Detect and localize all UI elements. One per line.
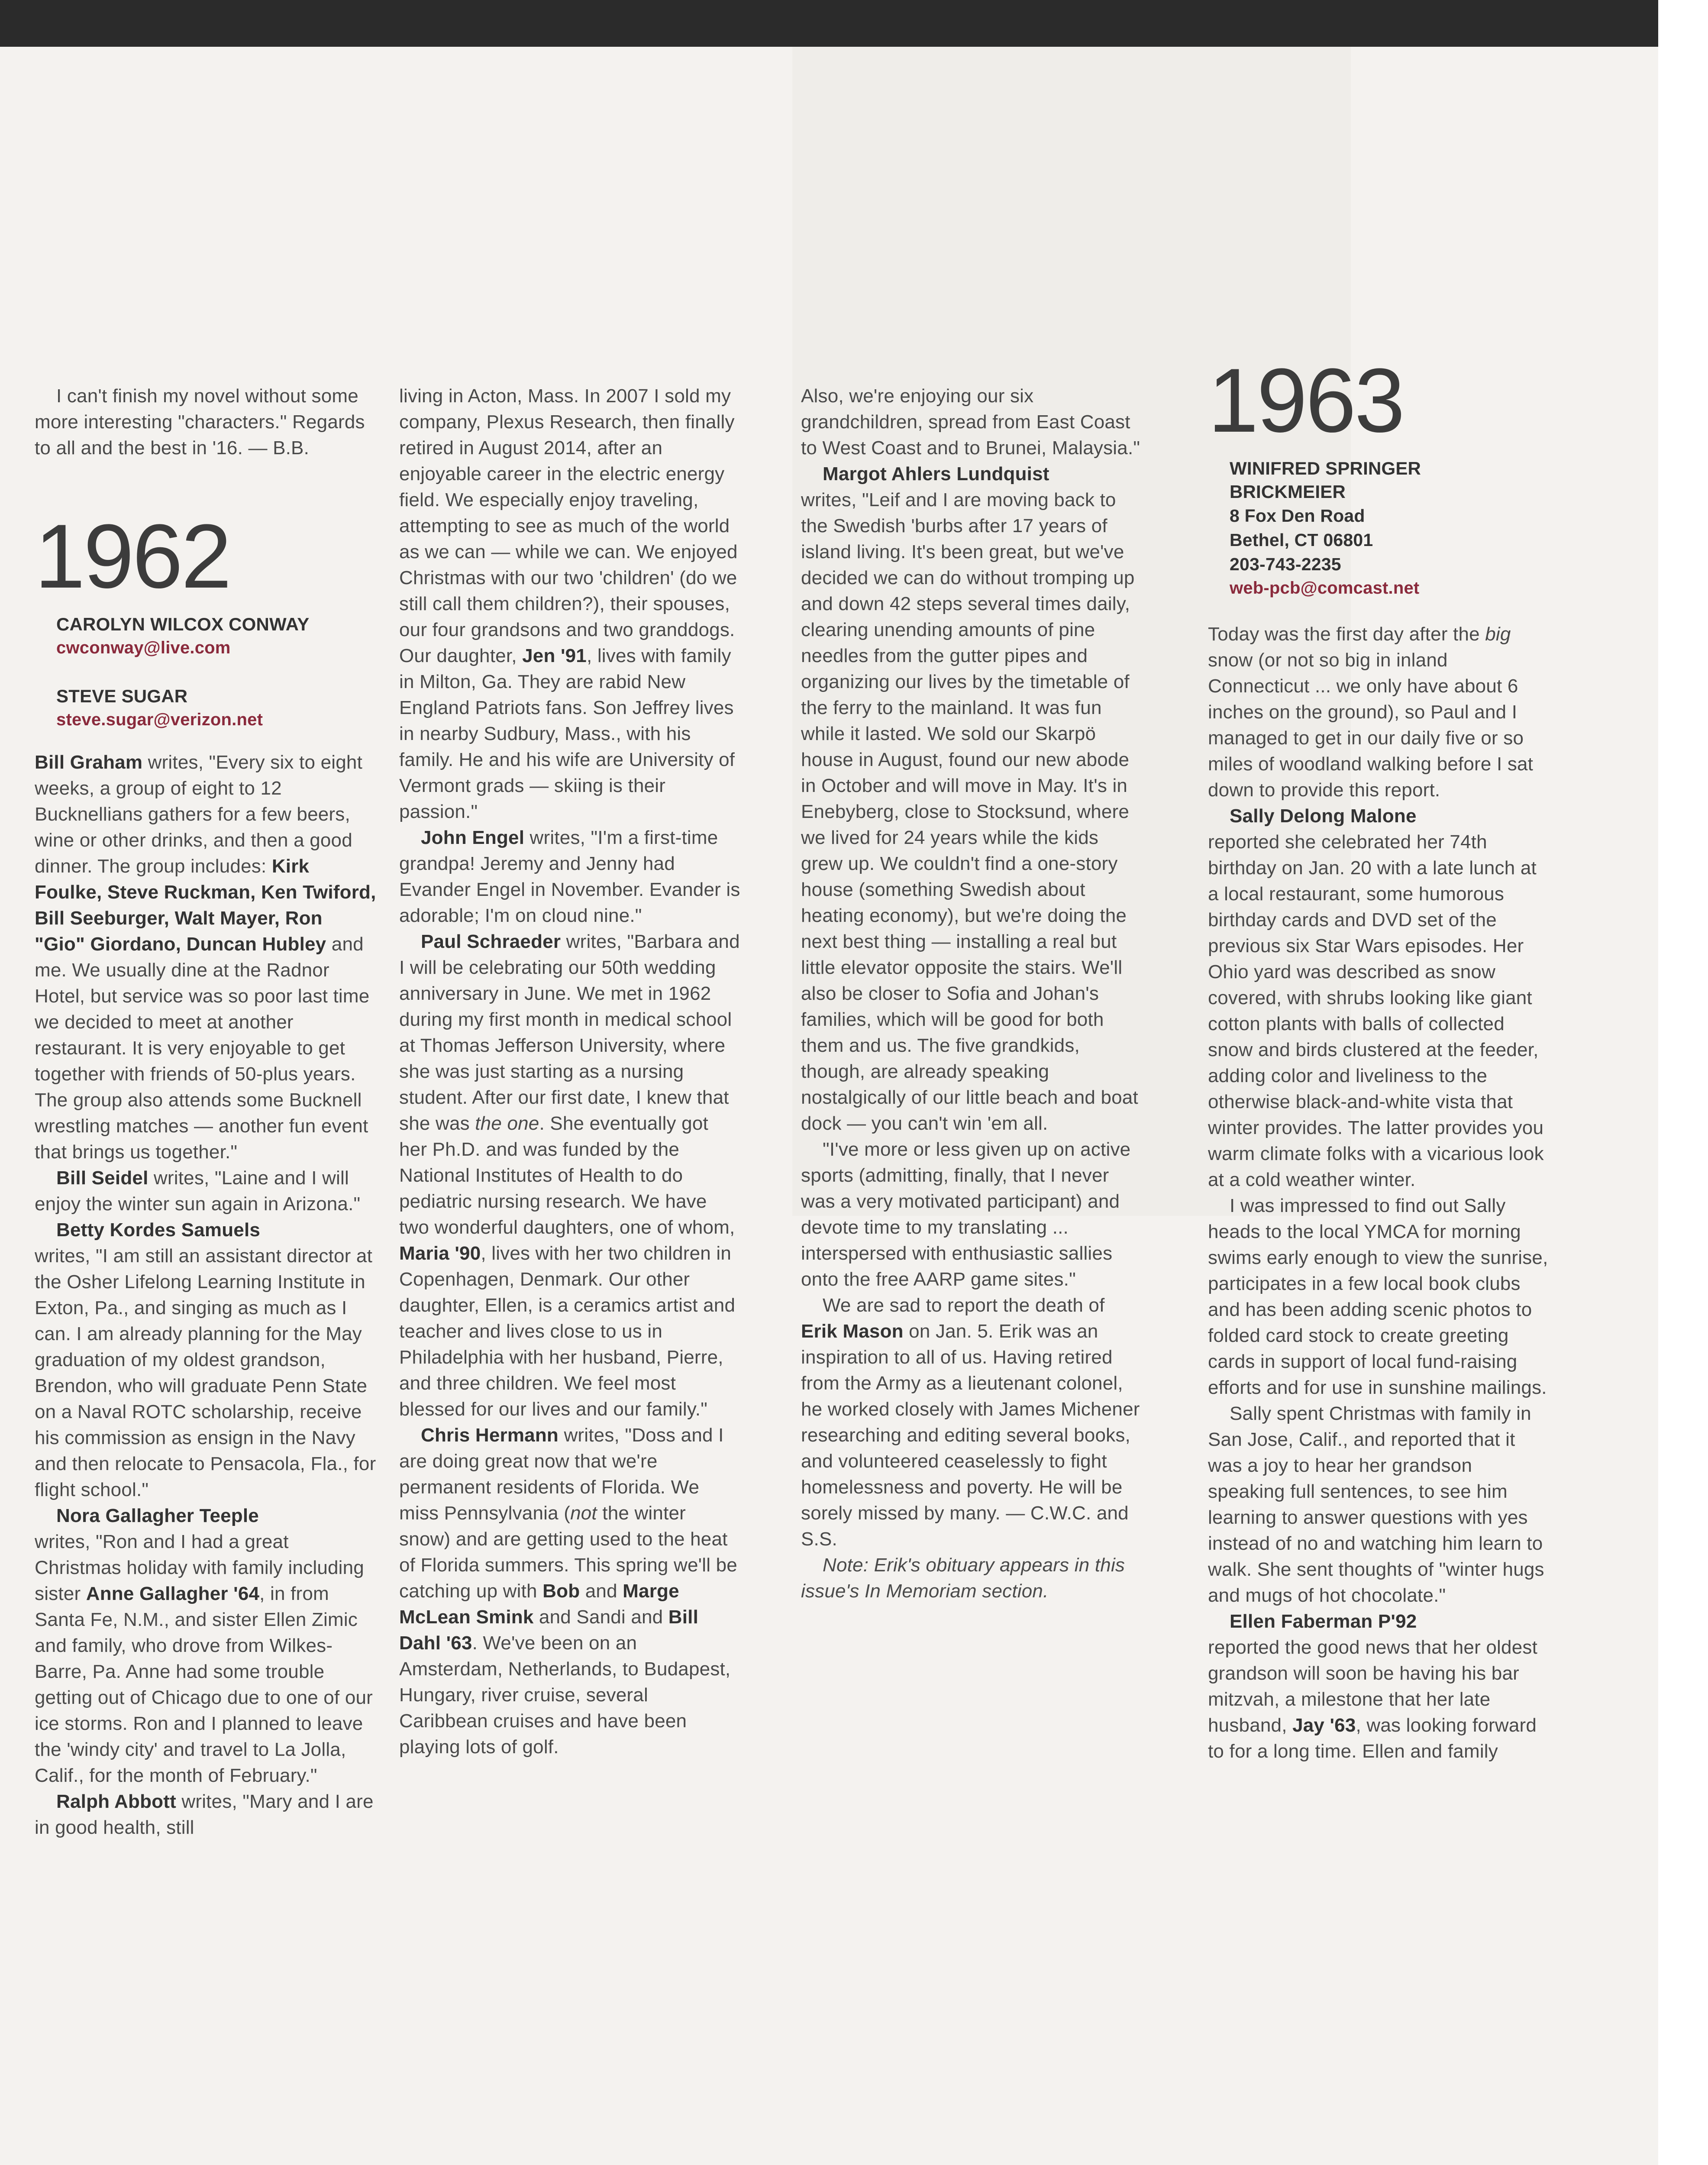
person-name: Paul Schraeder — [421, 931, 561, 952]
person-name: Sally Delong Malone — [1230, 805, 1417, 827]
column-2 — [399, 383, 741, 1760]
note-paragraph: Bill Seidel writes, "Laine and I will enjoy the winter sun again in Arizona." — [35, 1167, 361, 1215]
note-paragraph: Bill Graham writes, "Every six to eight weeks, a group of eight to 12 Bucknellians gathers for a few beers, wine or other drinks, and then a good dinner. The group includes: Kirk Foulke, Steve Ruckman, Ken Twiford, Bill Seeburger, Walt Mayer, Ron "Gio" Giordano, Duncan Hubley and me. We usually dine at the Radnor Hotel, but service was so poor last time we decided to meet at another restaurant. It is very enjoyable to get together with friends of 50-plus years. The group also attends some Bucknell wrestling matches — another fun event that brings us together." — [35, 752, 376, 1163]
person-name: Bill Dahl '63 — [399, 1606, 699, 1654]
column-1 — [35, 383, 377, 1841]
person-name: Bill Seidel — [56, 1167, 149, 1189]
note-paragraph: Nora Gallagher Teeple writes, "Ron and I had a great Christmas holiday with family including sister Anne Gallagher '64, in from Santa Fe, N.M., and sister Ellen Zimic and family, who drove from Wilkes-Barre, Pa. Anne had some trouble getting out of Chicago due to one of our ice storms. Ron and I planned to leave the 'windy city' and travel to La Jolla, Calif., for the month of February." — [35, 1503, 377, 1789]
note-paragraph: John Engel writes, "I'm a first-time grandpa! Jeremy and Jenny had Evander Engel in November. Evander is adorable; I'm on cloud nine." — [399, 827, 740, 926]
note-paragraph: Ellen Faberman P'92 reported the good news that her oldest grandson will soon be having his bar mitzvah, a milestone that her late husband, Jay '63, was looking forward to for a long time. Ellen and family — [1208, 1609, 1550, 1764]
person-name: Marge McLean Smink — [399, 1580, 679, 1628]
class-correspondent-email[interactable]: web-pcb@comcast.net — [1230, 578, 1420, 598]
note-paragraph: We are sad to report the death of Erik Mason on Jan. 5. Erik was an inspiration to all of us. Having retired from the Army as a lieutenant colonel, he worked closely with James Michener researching and editing several books, and volunteered ceaselessly to fight homelessness and poverty. He will be sorely missed by many. — C.W.C. and S.S. — [801, 1295, 1140, 1550]
person-name: Maria '90 — [399, 1243, 481, 1264]
note-paragraph: Sally Delong Malone reported she celebrated her 74th birthday on Jan. 20 with a late lunch at a local restaurant, some humorous birthday cards and DVD set of the previous six Star Wars episodes. Her Ohio yard was described as snow covered, with shrubs looking like giant cotton plants with balls of collected snow and birds clustered at the feeder, adding color and liveliness to the otherwise black-and-white vista that winter provides. The latter provides you warm climate folks with a vicarious look at a cold weather winter. — [1208, 803, 1550, 1193]
note-paragraph: Chris Hermann writes, "Doss and I are doing great now that we're permanent residents of Florida. We miss Pennsylvania (not the winter snow) and are getting used to the heat of Florida summers. This spring we'll be catching up with Bob and Marge McLean Smink and Sandi and Bill Dahl '63. We've been on an Amsterdam, Netherlands, to Budapest, Hungary, river cruise, several Caribbean cruises and have been playing lots of golf. — [399, 1425, 737, 1758]
person-name: Betty Kordes Samuels — [56, 1219, 261, 1241]
person-name: Nora Gallagher Teeple — [56, 1505, 259, 1526]
class-correspondent-email[interactable]: cwconway@live.com — [56, 638, 231, 657]
intro-paragraph: I can't finish my novel without some more interesting "characters." Regards to all and the best in '16. — B.B. — [35, 385, 365, 459]
person-name: Ellen Faberman P'92 — [1230, 1611, 1417, 1632]
page-edge — [1658, 0, 1708, 2165]
class-year-1962: 1962 — [35, 505, 230, 607]
class-correspondent-name: WINIFRED SPRINGER — [1230, 458, 1421, 478]
note-paragraph: "I've more or less given up on active sports (admitting, finally, that I never was a very motivated participant) and devote time to my translating ... interspersed with enthusiastic sallies onto the free AARP game sites." — [801, 1139, 1131, 1290]
note-paragraph: Sally spent Christmas with family in San Jose, Calif., and reported that it was a joy to hear her grandson speaking full sentences, to see him learning to answer questions with yes instead of no and watching him learn to walk. She sent thoughts of "winter hugs and mugs of hot chocolate." — [1208, 1403, 1544, 1606]
person-name: Bob — [542, 1580, 580, 1602]
person-name: Kirk Foulke, Steve Ruckman, Ken Twiford, Bill Seeburger, Walt Mayer, Ron "Gio" Giordano, Duncan Hubley — [35, 856, 376, 955]
column-4 — [1208, 349, 1550, 1764]
note-paragraph: Note: Erik's obituary appears in this issue's In Memoriam section. — [801, 1554, 1125, 1602]
person-name: Jen '91 — [522, 645, 587, 666]
person-name: Jay '63 — [1292, 1715, 1356, 1736]
note-paragraph: Ralph Abbott writes, "Mary and I are in good health, still — [35, 1791, 374, 1838]
note-paragraph: Paul Schraeder writes, "Barbara and I will be celebrating our 50th wedding anniversary in June. We met in 1962 during my first month in medical school at Thomas Jefferson University, where she was just starting as a nursing student. After our first date, I knew that she was the one. She eventually got her Ph.D. and was funded by the National Institutes of Health to do pediatric nursing research. We have two wonderful daughters, one of whom, Maria '90, lives with her two children in Copenhagen, Denmark. Our other daughter, Ellen, is a ceramics artist and teacher and lives close to us in Philadelphia with her husband, Pierre, and three children. We feel most blessed for our lives and our family." — [399, 931, 740, 1420]
class-correspondent-email[interactable]: steve.sugar@verizon.net — [56, 710, 263, 729]
class-correspondent-name: CAROLYN WILCOX CONWAY — [56, 614, 310, 634]
person-name: Ralph Abbott — [56, 1791, 176, 1812]
address-line: Bethel, CT 06801 — [1230, 530, 1373, 550]
phone-number: 203-743-2235 — [1230, 554, 1341, 574]
person-name: Chris Hermann — [421, 1425, 559, 1446]
person-name: Anne Gallagher '64 — [86, 1583, 260, 1604]
class-correspondent-name: STEVE SUGAR — [56, 686, 188, 706]
note-paragraph: Betty Kordes Samuels writes, "I am still an assistant director at the Osher Lifelong Learning Institute in Exton, Pa., and singing as much as I can. I am already planning for the May graduation of my oldest grandson, Brendon, who will graduate Penn State on a Naval ROTC scholarship, receive his commission as ensign in the Navy and then relocate to Pensacola, Fla., for flight school." — [35, 1217, 377, 1503]
address-line: 8 Fox Den Road — [1230, 506, 1365, 526]
note-paragraph: Also, we're enjoying our six grandchildren, spread from East Coast to West Coast and to Brunei, Malaysia." — [801, 385, 1140, 459]
person-name: Bill Graham — [35, 752, 143, 773]
note-paragraph: I was impressed to find out Sally heads to the local YMCA for morning swims early enough to view the sunrise, participates in a few local book clubs and has been adding scenic photos to folded card stock to create greeting cards in support of local fund-raising efforts and for use in sunshine mailings. — [1208, 1195, 1548, 1398]
person-name: Margot Ahlers Lundquist — [823, 463, 1049, 485]
note-paragraph: Today was the first day after the big snow (or not so big in inland Connecticut ... we only have about 6 inches on the ground), so Paul and I managed to get in our daily five or so miles of woodland walking before I sat down to provide this report. — [1208, 624, 1534, 801]
person-name: John Engel — [421, 827, 525, 848]
class-year-1963: 1963 — [1208, 349, 1404, 451]
note-paragraph: living in Acton, Mass. In 2007 I sold my company, Plexus Research, then finally retired in August 2014, after an enjoyable career in the electric energy field. We especially enjoy traveling, attempting to see as much of the world as we can — while we can. We enjoyed Christmas with our two 'children' (do we still call them children?), their spouses, our four grandsons and two granddogs. Our daughter, Jen '91, lives with family in Milton, Ga. They are rabid New England Patriots fans. Son Jeffrey lives in nearby Sudbury, Mass., with his family. He and his wife are University of Vermont grads — skiing is their passion." — [399, 385, 738, 822]
column-3 — [801, 383, 1143, 1604]
class-correspondent-name: BRICKMEIER — [1230, 481, 1346, 502]
note-paragraph: Margot Ahlers Lundquist writes, "Leif and I are moving back to the Swedish 'burbs after 17 years of island living. It's been great, but we've decided we can do without tromping up and down 42 steps several times daily, clearing unending amounts of pine needles from the gutter pipes and organizing our lives by the timetable of the ferry to the mainland. It was fun while it lasted. We sold our Skarpö house in August, found our new abode in October and will move in May. It's in Enebyberg, close to Stocksund, where we lived for 24 years while the kids grew up. We couldn't find a one-story house (something Swedish about heating economy), but we're doing the next best thing — installing a real but little elevator opposite the stairs. We'll also be closer to Sofia and Johan's families, which will be good for both them and us. The five grandkids, though, are already speaking nostalgically of our little beach and boat dock — you can't win 'em all. — [801, 461, 1143, 1137]
person-name: Erik Mason — [801, 1321, 904, 1342]
